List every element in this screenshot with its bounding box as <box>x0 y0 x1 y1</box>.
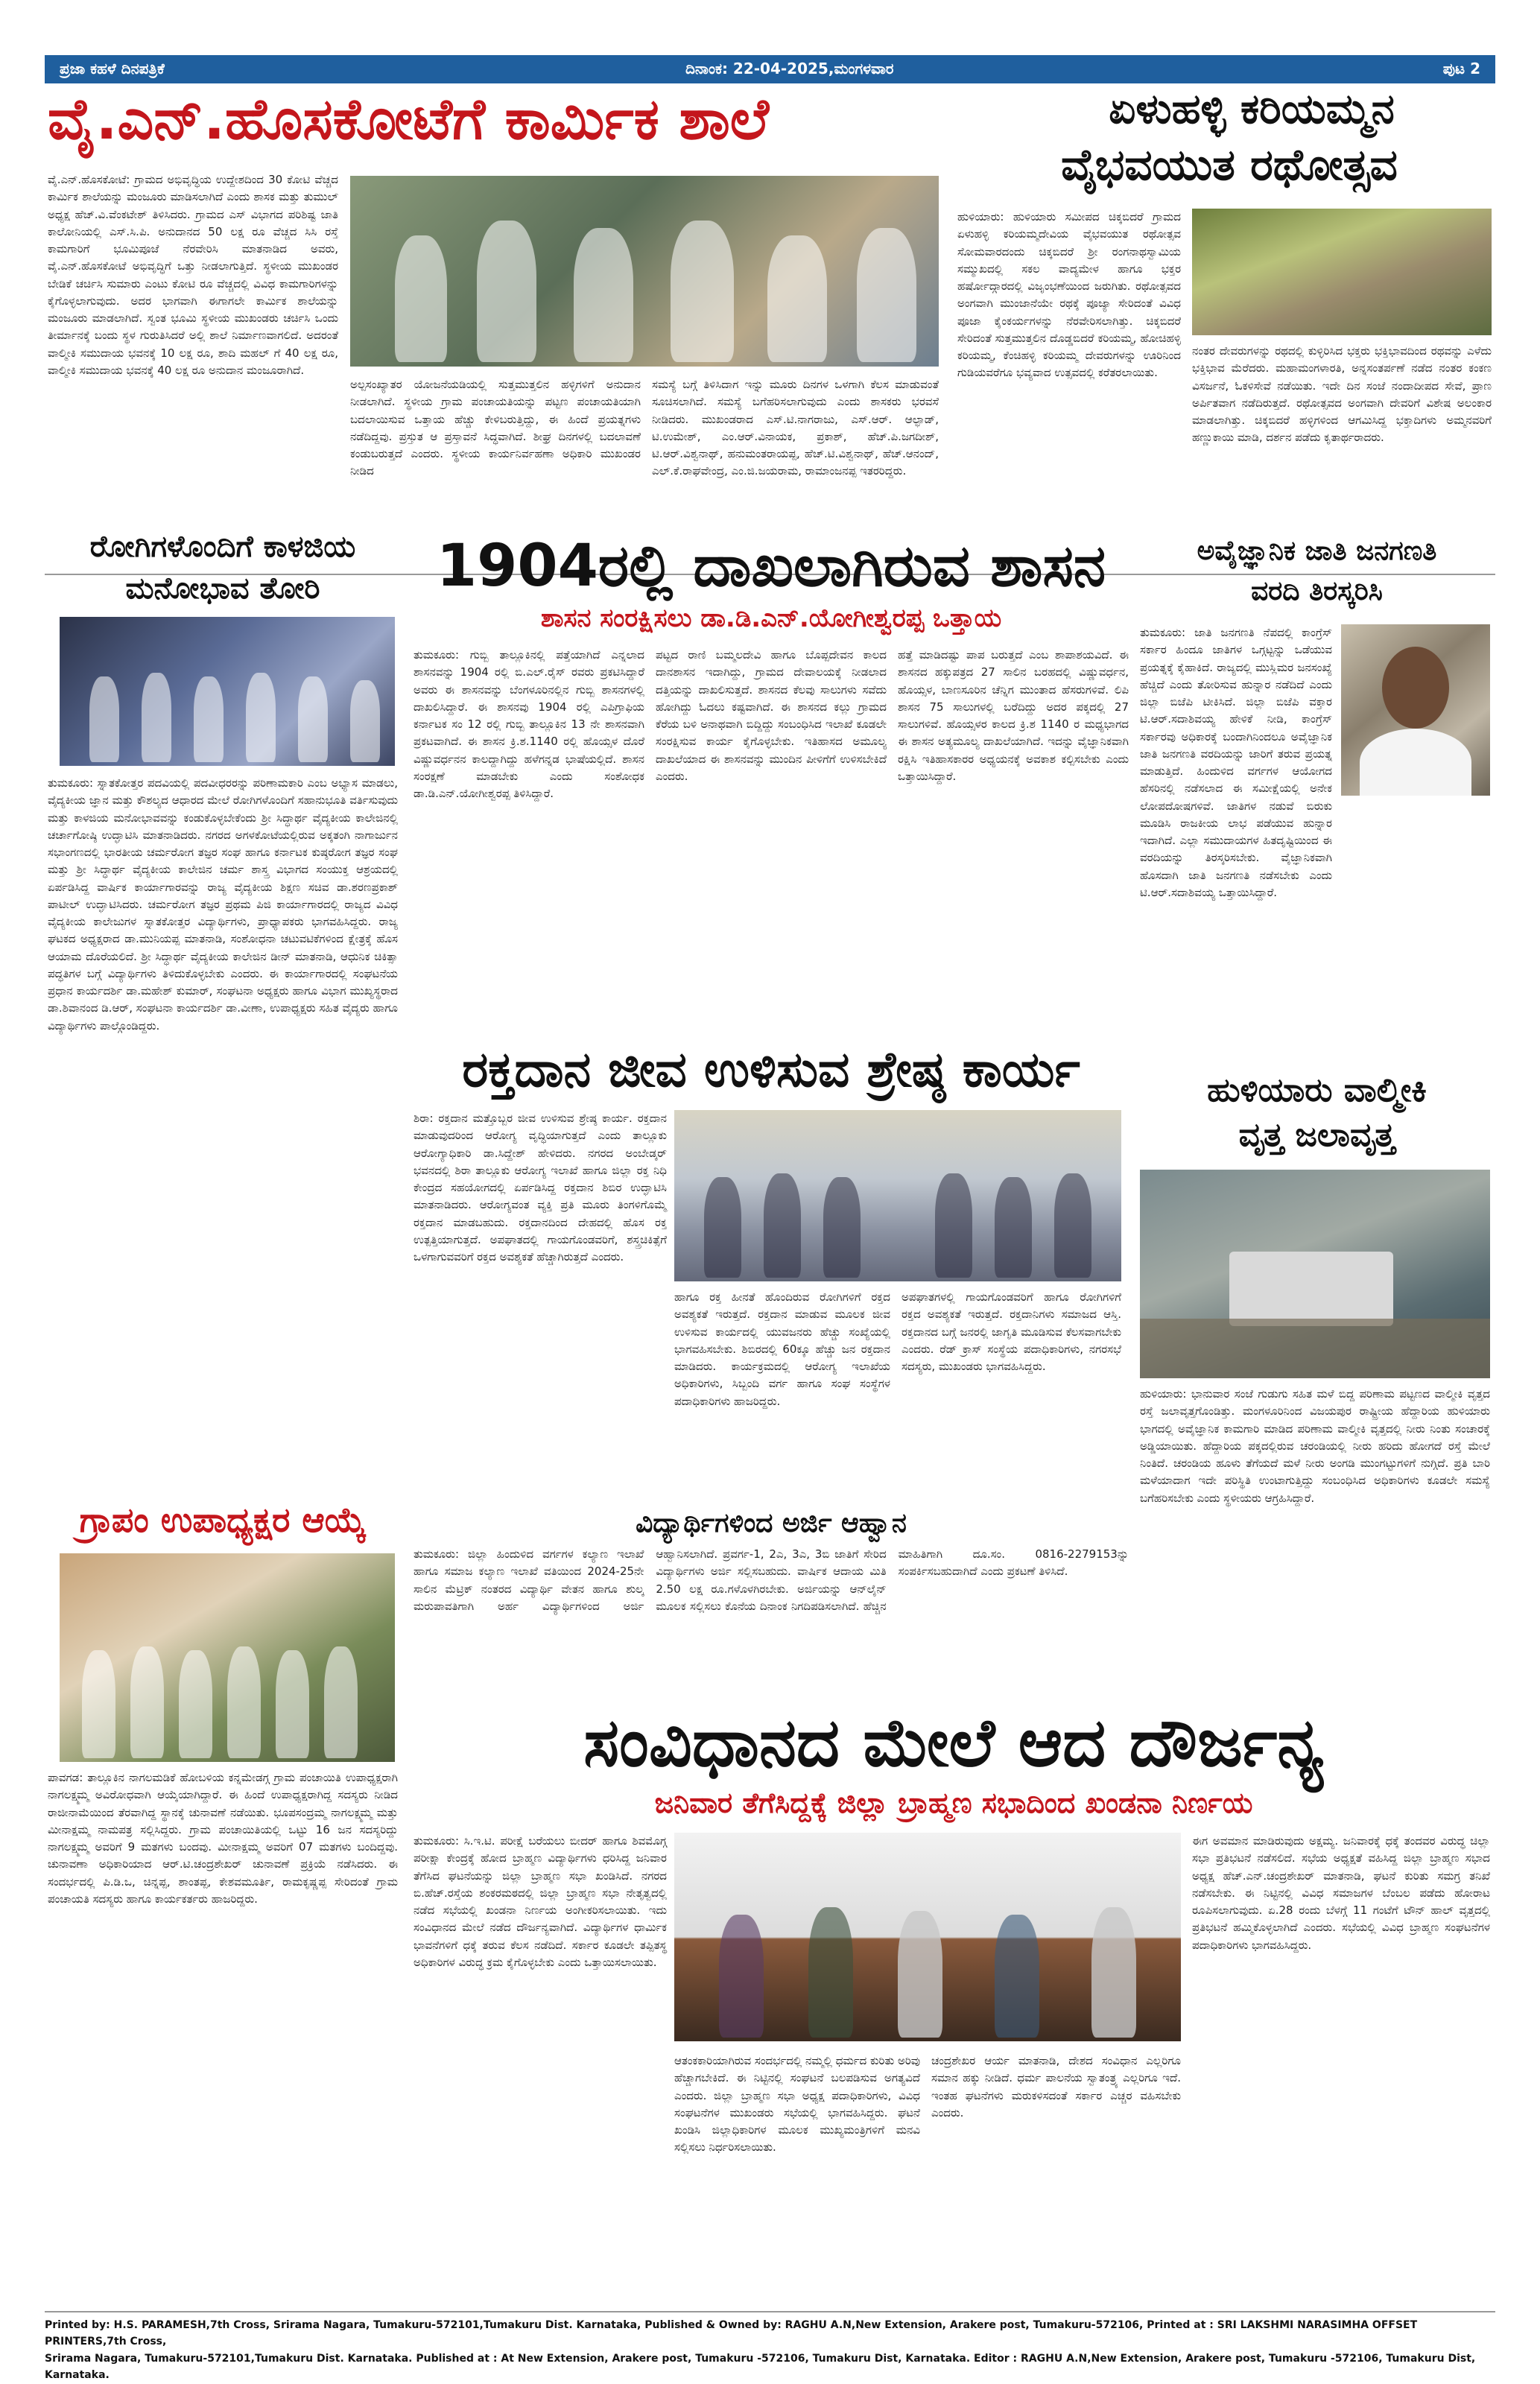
karimamma-headline-line1: ಏಳುಹಳ್ಳಿ ಕರಿಯಮ್ಮನ <box>1109 85 1395 133</box>
arji-headline: ವಿದ್ಯಾರ್ಥಿಗಳಿಂದ ಅರ್ಜಿ ಆಹ್ವಾನ <box>636 1508 907 1538</box>
shasana-headline: 1904ರಲ್ಲಿ ದಾಖಲಾಗಿರುವ ಶಾಸನ <box>436 533 1106 600</box>
shasana-subhead: ಶಾಸನ ಸಂರಕ್ಷಿಸಲು ಡಾ.ಡಿ.ಎನ್.ಯೋಗೀಶ್ವರಪ್ಪ ಒತ್ತಾಯ <box>540 603 1002 633</box>
rakthadana-body-col2: ಹಾಗೂ ರಕ್ತ ಹೀನತೆ ಹೊಂದಿರುವ ರೋಗಿಗಳಿಗೆ ರಕ್ತದ ಅವಶ್ಯಕತೆ ಇರುತ್ತದೆ. ರಕ್ತದಾನ ಮಾಡುವ ಮೂಲಕ ಜೀವ ಉಳಿಸುವ ಕಾರ್ಯದಲ್ಲಿ ಯುವಜನರು ಹೆಚ್ಚು ಸಂಖ್ಯೆಯಲ್ಲಿ ಭಾಗವಹಿಸಬೇಕು. ಶಿಬಿರದಲ್ಲಿ 60ಕ್ಕೂ ಹೆಚ್ಚು ಜನ ರಕ್ತದಾನ ಮಾಡಿದರು. ಕಾರ್ಯಕ್ರಮದಲ್ಲಿ ಆರೋಗ್ಯ ಇಲಾಖೆಯ ಅಧಿಕಾರಿಗಳು, ಸಿಬ್ಬಂದಿ ವರ್ಗ ಹಾಗೂ ಸಂಘ ಸಂಸ್ಥೆಗಳ ಪದಾಧಿಕಾರಿಗಳು ಹಾಜರಿದ್ದರು. <box>674 1290 890 1408</box>
rakthadana-body-col3: ಅಪಘಾತಗಳಲ್ಲಿ ಗಾಯಗೊಂಡವರಿಗೆ ಹಾಗೂ ರೋಗಿಗಳಿಗೆ ರಕ್ತದ ಅವಶ್ಯಕತೆ ಇರುತ್ತದೆ. ರಕ್ತದಾನಿಗಳು ಸಮಾಜದ ಆಸ್ತಿ. ರಕ್ತದಾನದ ಬಗ್ಗೆ ಜನರಲ್ಲಿ ಜಾಗೃತಿ ಮೂಡಿಸುವ ಕೆಲಸವಾಗಬೇಕು ಎಂದರು. ರೆಡ್ ಕ್ರಾಸ್ ಸಂಸ್ಥೆಯ ಪದಾಧಿಕಾರಿಗಳು, ನಗರಸಭೆ ಸದಸ್ಯರು, ಮುಖಂಡರು ಭಾಗವಹಿಸಿದ್ದರು. <box>901 1290 1121 1373</box>
rogigalu-body: ತುಮಕೂರು: ಸ್ನಾತಕೋತ್ತರ ಪದವಿಯಲ್ಲಿ ಪದವೀಧರರನ್ನು ಪರಿಣಾಮಕಾರಿ ಎಂಬ ಅಭ್ಯಾಸ ಮಾಡಲು, ವೈದ್ಯಕೀಯ ಜ್ಞಾನ ಮತ್ತು ಕೌಶಲ್ಯದ ಆಧಾರದ ಮೇಲೆ ರೋಗಿಗಳೊಂದಿಗೆ ಸಹಾನುಭೂತಿ ವರ್ತಿಸುವುದು ಮತ್ತು ಕಾಳಜಿಯ ಮನೋಭಾವವನ್ನು ಕಂಡುಕೊಳ್ಳಬೇಕೆಂದು ಶ್ರೀ ಸಿದ್ಧಾರ್ಥ ವೈದ್ಯಕೀಯ ಕಾಲೇಜಿನಲ್ಲಿ ಚರ್ಚಾಗೋಷ್ಠಿ ಉದ್ಘಾಟಿಸಿ ಮಾತನಾಡಿದರು. ನಗರದ ಅಗಳಕೋಟೆಯಲ್ಲಿರುವ ಅಕ್ಕತಂಗಿ ನಾಗಾರ್ಜುನ ಸಭಾಂಗಣದಲ್ಲಿ ಭಾರತೀಯ ಚರ್ಮರೋಗ ತಜ್ಞರ ಸಂಘ ಹಾಗೂ ಕರ್ನಾಟಕ ಕುಷ್ಠರೋಗ ತಜ್ಞರ ಸಂಘ ಮತ್ತು ಶ್ರೀ ಸಿದ್ಧಾರ್ಥ ವೈದ್ಯಕೀಯ ಕಾಲೇಜಿನ ಚರ್ಮ ಶಾಸ್ತ್ರ ವಿಭಾಗದ ಸಂಯುಕ್ತ ಆಶ್ರಯದಲ್ಲಿ ಏರ್ಪಡಿಸಿದ್ದ ವಾರ್ಷಿಕ ಕಾರ್ಯಾಗಾರವನ್ನು ರಾಜ್ಯ ವೈದ್ಯಕೀಯ ಶಿಕ್ಷಣ ಸಚಿವ ಡಾ.ಶರಣಪ್ರಕಾಶ್ ಪಾಟೀಲ್ ಉದ್ಘಾಟಿಸಿದರು. ಚರ್ಮರೋಗ ತಜ್ಞರ ಪ್ರಥಮ ಪಿಜಿ ಕಾರ್ಯಾಗಾರದಲ್ಲಿ ರಾಜ್ಯದ ವಿವಿಧ ವೈದ್ಯಕೀಯ ಕಾಲೇಜುಗಳ ಸ್ನಾತಕೋತ್ತರ ವಿದ್ಯಾರ್ಥಿಗಳು, ಪ್ರಾಧ್ಯಾಪಕರು ಭಾಗವಹಿಸಿದ್ದರು. ರಾಜ್ಯ ಘಟಕದ ಅಧ್ಯಕ್ಷರಾದ ಡಾ.ಮುನಿಯಪ್ಪ ಮಾತನಾಡಿ, ಸಂಶೋಧನಾ ಚಟುವಟಿಕೆಗಳಿಂದ ಕ್ಷೇತ್ರಕ್ಕೆ ಹೊಸ ಆಯಾಮ ದೊರೆಯಲಿದೆ. ಶ್ರೀ ಸಿದ್ಧಾರ್ಥ ವೈದ್ಯಕೀಯ ಕಾಲೇಜಿನ ಡೀನ್ ಮಾತನಾಡಿ, ಆಧುನಿಕ ಚಿಕಿತ್ಸಾ ಪದ್ಧತಿಗಳ ಬಗ್ಗೆ ವಿದ್ಯಾರ್ಥಿಗಳು ತಿಳಿದುಕೊಳ್ಳಬೇಕು ಎಂದರು. ಈ ಕಾರ್ಯಾಗಾರದಲ್ಲಿ ಸಂಘಟನೆಯ ಪ್ರಧಾನ ಕಾರ್ಯದರ್ಶಿ ಡಾ.ಮಹೇಶ್ ಕುಮಾರ್, ಸಂಘಟನಾ ಅಧ್ಯಕ್ಷರು ಹಾಗೂ ವಿಭಾಗ ಮುಖ್ಯಸ್ಥರಾದ ಡಾ.ಶಿವಾನಂದ ಡಿ.ಆರ್, ಸಂಘಟನಾ ಕಾರ್ಯದರ್ಶಿ ಡಾ.ವೀಣಾ, ಉಪಾಧ್ಯಕ್ಷರು ಸಹಿತ ವೈದ್ಯರು ಹಾಗೂ ವಿದ್ಯಾರ್ಥಿಗಳು ಪಾಲ್ಗೊಂಡಿದ್ದರು. <box>48 776 398 1033</box>
arji-body: ತುಮಕೂರು: ಜಿಲ್ಲಾ ಹಿಂದುಳಿದ ವರ್ಗಗಳ ಕಲ್ಯಾಣ ಇಲಾಖೆ ಹಾಗೂ ಸಮಾಜ ಕಲ್ಯಾಣ ಇಲಾಖೆ ವತಿಯಿಂದ 2024-25ನೇ ಸಾಲಿನ ಮೆಟ್ರಿಕ್ ನಂತರದ ವಿದ್ಯಾರ್ಥಿ ವೇತನ ಹಾಗೂ ಶುಲ್ಕ ಮರುಪಾವತಿಗಾಗಿ ಅರ್ಹ ವಿದ್ಯಾರ್ಥಿಗಳಿಂದ ಅರ್ಜಿ ಆಹ್ವಾನಿಸಲಾಗಿದೆ. ಪ್ರವರ್ಗ-1, 2ಎ, 3ಎ, 3ಬಿ ಜಾತಿಗೆ ಸೇರಿದ ವಿದ್ಯಾರ್ಥಿಗಳು ಅರ್ಜಿ ಸಲ್ಲಿಸಬಹುದು. ವಾರ್ಷಿಕ ಆದಾಯ ಮಿತಿ 2.50 ಲಕ್ಷ ರೂ.ಗಳೊಳಗಿರಬೇಕು. ಅರ್ಜಿಯನ್ನು ಆನ್‌ಲೈನ್ ಮೂಲಕ ಸಲ್ಲಿಸಲು ಕೊನೆಯ ದಿನಾಂಕ ನಿಗದಿಪಡಿಸಲಾಗಿದೆ. ಹೆಚ್ಚಿನ ಮಾಹಿತಿಗಾಗಿ ದೂ.ಸಂ. 0816-2279153ನ್ನು ಸಂಪರ್ಕಿಸಬಹುದಾಗಿದೆ ಎಂದು ಪ್ರಕಟಣೆ ತಿಳಿಸಿದೆ. <box>413 1547 1129 1613</box>
rakthadana-body-col1: ಶಿರಾ: ರಕ್ತದಾನ ಮತ್ತೊಬ್ಬರ ಜೀವ ಉಳಿಸುವ ಶ್ರೇಷ್ಠ ಕಾರ್ಯ. ರಕ್ತದಾನ ಮಾಡುವುದರಿಂದ ಆರೋಗ್ಯ ವೃದ್ಧಿಯಾಗುತ್ತದೆ ಎಂದು ತಾಲ್ಲೂಕು ಆರೋಗ್ಯಾಧಿಕಾರಿ ಡಾ.ಸಿದ್ದೇಶ್ ಹೇಳಿದರು. ನಗರದ ಅಂಬೇಡ್ಕರ್ ಭವನದಲ್ಲಿ ಶಿರಾ ತಾಲ್ಲೂಕು ಆರೋಗ್ಯ ಇಲಾಖೆ ಹಾಗೂ ಜಿಲ್ಲಾ ರಕ್ತ ನಿಧಿ ಕೇಂದ್ರದ ಸಹಯೋಗದಲ್ಲಿ ಏರ್ಪಡಿಸಿದ್ದ ರಕ್ತದಾನ ಶಿಬಿರ ಉದ್ಘಾಟಿಸಿ ಮಾತನಾಡಿದರು. ಆರೋಗ್ಯವಂತ ವ್ಯಕ್ತಿ ಪ್ರತಿ ಮೂರು ತಿಂಗಳಿಗೊಮ್ಮೆ ರಕ್ತದಾನ ಮಾಡಬಹುದು. ರಕ್ತದಾನದಿಂದ ದೇಹದಲ್ಲಿ ಹೊಸ ರಕ್ತ ಉತ್ಪತ್ತಿಯಾಗುತ್ತದೆ. ಅಪಘಾತದಲ್ಲಿ ಗಾಯಗೊಂಡವರಿಗೆ, ಶಸ್ತ್ರಚಿಕಿತ್ಸೆಗೆ ಒಳಗಾಗುವವರಿಗೆ ರಕ್ತದ ಅವಶ್ಯಕತೆ ಹೆಚ್ಚಾಗಿರುತ್ತದೆ ಎಂದರು. <box>413 1112 667 1264</box>
page-number: ಪುಟ 2 <box>1442 60 1480 77</box>
rakthadana-photo <box>674 1110 1121 1281</box>
grapam-photo <box>60 1553 395 1762</box>
huliyar-body: ಹುಳಿಯಾರು: ಭಾನುವಾರ ಸಂಜೆ ಗುಡುಗು ಸಹಿತ ಮಳೆ ಬಿದ್ದ ಪರಿಣಾಮ ಪಟ್ಟಣದ ವಾಲ್ಮೀಕಿ ವೃತ್ತದ ರಸ್ತೆ ಜಲಾವೃತ್ತಗೊಂಡಿತ್ತು. ಮಂಗಳೂರಿನಿಂದ ವಿಜಯಪುರ ರಾಷ್ಟ್ರೀಯ ಹೆದ್ದಾರಿಯ ಹುಳಿಯಾರು ಭಾಗದಲ್ಲಿ ಅವೈಜ್ಞಾನಿಕ ಕಾಮಗಾರಿ ಮಾಡಿದ ಪರಿಣಾಮ ವಾಲ್ಮೀಕಿ ವೃತ್ತದಲ್ಲಿ ನೀರು ನಿಂತು ಸಂಚಾರಕ್ಕೆ ಅಡ್ಡಿಯಾಯಿತು. ಹೆದ್ದಾರಿಯ ಪಕ್ಕದಲ್ಲಿರುವ ಚರಂಡಿಯಲ್ಲಿ ನೀರು ಹರಿದು ಹೋಗದೆ ರಸ್ತೆ ಮೇಲೆ ನಿಂತಿದೆ. ಚರಂಡಿಯ ಹೂಳು ತೆಗೆಯದೆ ಮಳೆ ನೀರು ಅಂಗಡಿ ಮುಂಗಟ್ಟುಗಳಿಗೆ ನುಗ್ಗಿದೆ. ಪ್ರತಿ ಬಾರಿ ಮಳೆಯಾದಾಗ ಇದೇ ಪರಿಸ್ಥಿತಿ ಉಂಟಾಗುತ್ತಿದ್ದು ಸಂಬಂಧಿಸಿದ ಅಧಿಕಾರಿಗಳು ಕೂಡಲೇ ಸಮಸ್ಯೆ ಬಗೆಹರಿಸಬೇಕು ಎಂದು ಸ್ಥಳೀಯರು ಆಗ್ರಹಿಸಿದ್ದಾರೆ. <box>1140 1387 1490 1505</box>
jaati-headline-line2: ವರದಿ ತಿರಸ್ಕರಿಸಿ <box>1251 576 1383 606</box>
rogigalu-headline-line2: ಮನೋಭಾವ ತೋರಿ <box>125 571 320 606</box>
footer-divider <box>45 2311 1495 2312</box>
karimamma-body-col1: ಹುಳಿಯಾರು: ಹುಳಿಯಾರು ಸಮೀಪದ ಚಿಕ್ಕಬಿದರೆ ಗ್ರಾಮದ ಏಳುಹಳ್ಳಿ ಕರಿಯಮ್ಮದೇವಿಯ ವೈಭವಯುತ ರಥೋತ್ಸವ ಸೋಮವಾರದಂದು ಚಿಕ್ಕಬಿದರೆ ಶ್ರೀ ರಂಗನಾಥಸ್ವಾಮಿಯ ಸಮ್ಮುಖದಲ್ಲಿ ಸಕಲ ವಾದ್ಯಮೇಳ ಹಾಗೂ ಭಕ್ತರ ಹರ್ಷೋದ್ಗಾರದಲ್ಲಿ ವಿಜೃಂಭಣೆಯಿಂದ ಜರುಗಿತು. ರಥೋತ್ಸವದ ಅಂಗವಾಗಿ ಮುಂಜಾನೆಯೇ ರಥಕ್ಕೆ ಪೂಜ್ಯಾ ಸೇರಿದಂತೆ ವಿವಿಧ ಪೂಜಾ ಕೈಂಕರ್ಯಗಳನ್ನು ನೆರವೇರಿಸಲಾಗಿತ್ತು. ಚಿಕ್ಕಬಿದರೆ ಸೇರಿದಂತೆ ಸುತ್ತಮುತ್ತಲಿನ ದೊಡ್ಡಬಿದರೆ ಕರಿಯಮ್ಮ, ಹೋಚಿಹಳ್ಳಿ ಕರಿಯಮ್ಮ, ಕೆಂಚಿಹಳ್ಳಿ ಕರಿಯಮ್ಮ ದೇವರುಗಳನ್ನು ಊರಿನಿಂದ ಗುಡಿಯವರೆಗೂ ಭವ್ಯವಾದ ಉತ್ಸವದಲ್ಲಿ ಕರೆತರಲಾಯಿತು. <box>957 210 1181 380</box>
grapam-headline: ಗ್ರಾಪಂ ಉಪಾಧ್ಯಕ್ಷರ ಆಯ್ಕೆ <box>79 1500 367 1540</box>
samvidhana-photo <box>674 1833 1181 2041</box>
samvidhana-body-col4: ಈಗ ಅವಮಾನ ಮಾಡಿರುವುದು ಅಕ್ಷಮ್ಯ. ಜನಿವಾರಕ್ಕೆ ಧಕ್ಕೆ ತಂದವರ ವಿರುದ್ಧ ಚಿಲ್ಲಾ ಸಭಾ ಪ್ರತಿಭಟನೆ ನಡೆಸಲಿದೆ. ಸಭೆಯ ಅಧ್ಯಕ್ಷತೆ ವಹಿಸಿದ್ದ ಜಿಲ್ಲಾ ಬ್ರಾಹ್ಮಣ ಸಭಾದ ಅಧ್ಯಕ್ಷ ಹೆಚ್.ಎನ್.ಚಂದ್ರಶೇಖರ್ ಮಾತನಾಡಿ, ಘಟನೆ ಕುರಿತು ಸಮಗ್ರ ತನಿಖೆ ನಡೆಸಬೇಕು. ಈ ನಿಟ್ಟಿನಲ್ಲಿ ವಿವಿಧ ಸಮಾಜಗಳ ಬೆಂಬಲ ಪಡೆದು ಹೋರಾಟ ರೂಪಿಸಲಾಗುವುದು. ಏ.28 ರಂದು ಬೆಳಗ್ಗೆ 11 ಗಂಟೆಗೆ ಟೌನ್ ಹಾಲ್ ವೃತ್ತದಲ್ಲಿ ಪ್ರತಿಭಟನೆ ಹಮ್ಮಿಕೊಳ್ಳಲಾಗಿದೆ ಎಂದರು. ಸಭೆಯಲ್ಲಿ ವಿವಿಧ ಬ್ರಾಹ್ಮಣ ಸಂಘಟನೆಗಳ ಪದಾಧಿಕಾರಿಗಳು ಭಾಗವಹಿಸಿದ್ದರು. <box>1192 1834 1490 1952</box>
jaati-body-col-top: ತುಮಕೂರು: ಜಾತಿ ಜನಗಣತಿ ನೆಪದಲ್ಲಿ ಕಾಂಗ್ರೆಸ್ ಸರ್ಕಾರ ಹಿಂದೂ ಜಾತಿಗಳ ಒಗ್ಗಟ್ಟನ್ನು ಒಡೆಯುವ ಪ್ರಯತ್ನಕ್ಕೆ ಕೈಹಾಕಿದೆ. ರಾಜ್ಯದಲ್ಲಿ ಮುಸ್ಲಿಮರ ಜನಸಂಖ್ಯೆ ಹೆಚ್ಚಿದೆ ಎಂದು ತೋರಿಸುವ ಹುನ್ನಾರ ನಡೆದಿದೆ ಎಂದು ಜಿಲ್ಲಾ ಬಿಜೆಪಿ ಟೀಕಿಸಿದೆ. ಜಿಲ್ಲಾ ಬಿಜೆಪಿ ವಕ್ತಾರ ಟಿ.ಆರ್.ಸದಾಶಿವಯ್ಯ ಹೇಳಿಕೆ ನೀಡಿ, ಕಾಂಗ್ರೆಸ್ ಸರ್ಕಾರವು ಅಧಿಕಾರಕ್ಕೆ ಬಂದಾಗಿನಿಂದಲೂ ಅವೈಜ್ಞಾನಿಕ ಜಾತಿ ಜನಗಣತಿ ವರದಿಯನ್ನು ಜಾರಿಗೆ ತರುವ ಪ್ರಯತ್ನ ಮಾಡುತ್ತಿದೆ. ಹಿಂದುಳಿದ ವರ್ಗಗಳ ಆಯೋಗದ ಹೆಸರಿನಲ್ಲಿ ನಡೆಸಲಾದ ಈ ಸಮೀಕ್ಷೆಯಲ್ಲಿ ಅನೇಕ ಲೋಪದೋಷಗಳಿವೆ. ಜಾತಿಗಳ ನಡುವೆ ಬಿರುಕು ಮೂಡಿಸಿ ರಾಜಕೀಯ ಲಾಭ ಪಡೆಯುವ ಹುನ್ನಾರ ಇದಾಗಿದೆ. ಎಲ್ಲಾ ಸಮುದಾಯಗಳ ಹಿತದೃಷ್ಟಿಯಿಂದ ಈ ವರದಿಯನ್ನು ತಿರಸ್ಕರಿಸಬೇಕು. ವೈಜ್ಞಾನಿಕವಾಗಿ ಹೊಸದಾಗಿ ಜಾತಿ ಜನಗಣತಿ ನಡೆಸಬೇಕು ಎಂದು ಟಿ.ಆರ್.ಸದಾಶಿವಯ್ಯ ಒತ್ತಾಯಿಸಿದ್ದಾರೆ. <box>1140 626 1332 899</box>
hoskote-photo <box>350 176 939 367</box>
jaati-headline-line1: ಅವೈಜ್ಞಾನಿಕ ಜಾತಿ ಜನಗಣತಿ <box>1197 536 1437 566</box>
samvidhana-headline: ಸಂವಿಧಾನದ ಮೇಲೆ ಆದ ದೌರ್ಜನ್ಯ <box>583 1704 1324 1782</box>
samvidhana-body-col3: ಚಂದ್ರಶೇಖರ ಆರ್ಯ ಮಾತನಾಡಿ, ದೇಶದ ಸಂವಿಧಾನ ಎಲ್ಲರಿಗೂ ಸಮಾನ ಹಕ್ಕು ನೀಡಿದೆ. ಧರ್ಮ ಪಾಲನೆಯ ಸ್ವಾತಂತ್ರ್ಯ ಎಲ್ಲರಿಗೂ ಇದೆ. ಇಂತಹ ಘಟನೆಗಳು ಮರುಕಳಿಸದಂತೆ ಸರ್ಕಾರ ಎಚ್ಚರ ವಹಿಸಬೇಕು ಎಂದರು. <box>931 2054 1181 2120</box>
imprint-line-2: Srirama Nagara, Tumakuru-572101,Tumakuru Dist. Karnataka. Published at : At New Extension, Arakere post, Tumakuru -572106, Tumakuru Dist, Karnataka. Editor : RAGHU A.N,New Extension, Arakere post, Tumakuru -572106, Tumakuru Dist, Karnataka. <box>45 2352 1476 2382</box>
samvidhana-body-col1: ತುಮಕೂರು: ಸಿ.ಇ.ಟಿ. ಪರೀಕ್ಷೆ ಬರೆಯಲು ಬೀದರ್ ಹಾಗೂ ಶಿವಮೊಗ್ಗ ಪರೀಕ್ಷಾ ಕೇಂದ್ರಕ್ಕೆ ಹೋದ ಬ್ರಾಹ್ಮಣ ವಿದ್ಯಾರ್ಥಿಗಳು ಧರಿಸಿದ್ದ ಜನಿವಾರ ತೆಗೆಸಿದ ಘಟನೆಯನ್ನು ಜಿಲ್ಲಾ ಬ್ರಾಹ್ಮಣ ಸಭಾ ಖಂಡಿಸಿದೆ. ನಗರದ ಬಿ.ಹೆಚ್.ರಸ್ತೆಯ ಶಂಕರಮಠದಲ್ಲಿ ಜಿಲ್ಲಾ ಬ್ರಾಹ್ಮಣ ಸಭಾ ನೇತೃತ್ವದಲ್ಲಿ ನಡೆದ ಸಭೆಯಲ್ಲಿ ಖಂಡನಾ ನಿರ್ಣಯ ಅಂಗೀಕರಿಸಲಾಯಿತು. ಇದು ಸಂವಿಧಾನದ ಮೇಲೆ ನಡೆದ ದೌರ್ಜನ್ಯವಾಗಿದೆ. ವಿದ್ಯಾರ್ಥಿಗಳ ಧಾರ್ಮಿಕ ಭಾವನೆಗಳಿಗೆ ಧಕ್ಕೆ ತರುವ ಕೆಲಸ ನಡೆದಿದೆ. ಸರ್ಕಾರ ಕೂಡಲೇ ತಪ್ಪಿತಸ್ಥ ಅಧಿಕಾರಿಗಳ ವಿರುದ್ಧ ಕ್ರಮ ಕೈಗೊಳ್ಳಬೇಕು ಎಂದು ಒತ್ತಾಯಿಸಲಾಯಿತು. <box>413 1834 667 1969</box>
samvidhana-subhead: ಜನಿವಾರ ತೆಗೆಸಿದ್ದಕ್ಕೆ ಜಿಲ್ಲಾ ಬ್ರಾಹ್ಮಣ ಸಭಾದಿಂದ ಖಂಡನಾ ನಿರ್ಣಯ <box>654 1787 1253 1819</box>
huliyar-flood-photo <box>1140 1170 1490 1378</box>
top-bar <box>45 55 1495 83</box>
rogigalu-headline-line1: ರೋಗಿಗಳೊಂದಿಗೆ ಕಾಳಜಿಯ <box>89 530 356 564</box>
hoskote-body-col1: ವೈ.ಎನ್.ಹೊಸಕೋಟೆ: ಗ್ರಾಮದ ಅಭಿವೃದ್ಧಿಯ ಉದ್ದೇಶದಿಂದ 30 ಕೋಟಿ ವೆಚ್ಚದ ಕಾರ್ಮಿಕ ಶಾಲೆಯನ್ನು ಮಂಜೂರು ಮಾಡಿಸಲಾಗಿದೆ ಎಂದು ಶಾಸಕ ಮತ್ತು ತುಮುಲ್ ಅಧ್ಯಕ್ಷ ಹೆಚ್.ವಿ.ವೆಂಕಟೇಶ್ ತಿಳಿಸಿದರು. ಗ್ರಾಮದ ಎಸ್ ವಿಭಾಗದ ಪರಿಶಿಷ್ಟ ಜಾತಿ ಕಾಲೋನಿಯಲ್ಲಿ ಎಸ್.ಸಿ.ಪಿ. ಅನುದಾನದ 50 ಲಕ್ಷ ರೂ ವೆಚ್ಚದ ಸಿಸಿ ರಸ್ತೆ ಕಾಮಗಾರಿಗೆ ಭೂಮಿಪೂಜೆ ನೆರವೇರಿಸಿ ಮಾತನಾಡಿದ ಅವರು, ವೈ.ಎನ್.ಹೊಸಕೋಟೆ ಅಭಿವೃದ್ಧಿಗೆ ಒತ್ತು ನೀಡಲಾಗುತ್ತಿದೆ. ಸ್ಥಳೀಯ ಮುಖಂಡರ ಬೇಡಿಕೆ ಚರ್ಚಿಸಿ ಸುಮಾರು ಎಂಟು ಕೋಟಿ ರೂ ವೆಚ್ಚದಲ್ಲಿ ವಿವಿಧ ಕಾಮಗಾರಿಗಳನ್ನು ಕೈಗೊಳ್ಳಲಾಗುವುದು. ಅದರ ಭಾಗವಾಗಿ ಈಗಾಗಲೇ ಕಾರ್ಮಿಕ ಶಾಲೆಯನ್ನು ಮಂಜೂರು ಮಾಡಲಾಗಿದೆ. ಸ್ವಂತ ಭೂಮಿ ಸ್ಥಳೀಯ ಮುಖಂಡರು ಚರ್ಚಿಸಿ ಒಂದು ತೀರ್ಮಾನಕ್ಕೆ ಬಂದು ಸ್ಥಳ ಗುರುತಿಸಿದರೆ ಅಲ್ಲಿ ಶಾಲೆ ನಿರ್ಮಾಣವಾಗಲಿದೆ. ಅದರಂತೆ ವಾಲ್ಮೀಕಿ ಸಮುದಾಯ ಭವನಕ್ಕೆ 10 ಲಕ್ಷ ರೂ, ಶಾದಿ ಮಹಲ್ ಗೆ 40 ಲಕ್ಷ ರೂ, ವಾಲ್ಮೀಕಿ ಸಮುದಾಯ ಭವನಕ್ಕೆ 40 ಲಕ್ಷ ರೂ ಅನುದಾನ ಮಂಜೂರಾಗಿದೆ. <box>48 173 338 377</box>
issue-date: ದಿನಾಂಕ: 22-04-2025,ಮಂಗಳವಾರ <box>685 60 894 77</box>
karimamma-headline-line2: ವೈಭವಯುತ ರಥೋತ್ಸವ <box>1061 139 1398 190</box>
imprint-line-1: Printed by: H.S. PARAMESH,7th Cross, Srirama Nagara, Tumakuru-572101,Tumakuru Dist. Karnataka, Published & Owned by: RAGHU A.N,New Extension, Arakere post, Tumakuru-572106, Printed at : SRI LAKSHMI NARASIMHA OFFSET PRINTERS,7th Cross, <box>45 2319 1418 2348</box>
huliyar-headline-line1: ಹುಳಿಯಾರು ವಾಲ್ಮೀಕಿ <box>1207 1071 1427 1109</box>
shasana-body-col1: ತುಮಕೂರು: ಗುಬ್ಬಿ ತಾಲ್ಲೂಕಿನಲ್ಲಿ ಪತ್ತೆಯಾಗಿದೆ ಎನ್ನಲಾದ ಶಾಸನವನ್ನು 1904 ರಲ್ಲಿ ಬಿ.ಎಲ್.ರೈಸ್ ರವರು ಪ್ರಕಟಿಸಿದ್ದಾರೆ ಅವರು ಈ ಶಾಸನವನ್ನು ಬೆಂಗಳೂರಿನಲ್ಲಿನ ಗುಬ್ಬಿ ಶಾಸನಗಳಲ್ಲಿ ದಾಖಲಿಸಿದ್ದಾರೆ. ಈ ಶಾಸನವು 1904 ರಲ್ಲಿ ಎಪಿಗ್ರಾಫಿಯ ಕರ್ನಾಟಕ ಸಂ 12 ರಲ್ಲಿ ಗುಬ್ಬಿ ತಾಲ್ಲೂಕಿನ 13 ನೇ ಶಾಸನವಾಗಿ ಪ್ರಕಟವಾಗಿದೆ. ಈ ಶಾಸನ ಕ್ರಿ.ಶ.1140 ರಲ್ಲಿ ಹೊಯ್ಸಳ ದೊರೆ ವಿಷ್ಣುವರ್ಧನನ ಕಾಲದ್ದಾಗಿದ್ದು ಹಳೆಗನ್ನಡ ಭಾಷೆಯಲ್ಲಿದೆ. ಶಾಸನ ಸಂರಕ್ಷಣೆ ಮಾಡಬೇಕು ಎಂದು ಸಂಶೋಧಕ ಡಾ.ಡಿ.ಎನ್.ಯೋಗೀಶ್ವರಪ್ಪ ತಿಳಿಸಿದ್ದಾರೆ. <box>413 648 644 800</box>
grapam-body: ಪಾವಗಡ: ತಾಲ್ಲೂಕಿನ ನಾಗಲಮಡಿಕೆ ಹೋಬಳಿಯ ಕನ್ನಮೇಡಗ್ಗ ಗ್ರಾಮ ಪಂಚಾಯಿತಿ ಉಪಾಧ್ಯಕ್ಷರಾಗಿ ನಾಗಲಕ್ಷ್ಮಮ್ಮ ಅವಿರೋಧವಾಗಿ ಆಯ್ಕೆಯಾಗಿದ್ದಾರೆ. ಈ ಹಿಂದೆ ಉಪಾಧ್ಯಕ್ಷರಾಗಿದ್ದ ಸದಸ್ಯರು ನೀಡಿದ ರಾಜೀನಾಮೆಯಿಂದ ತೆರವಾಗಿದ್ದ ಸ್ಥಾನಕ್ಕೆ ಚುನಾವಣೆ ನಡೆಯಿತು. ಭೂಪಸಂದ್ರಮ್ಮ ನಾಗಲಕ್ಷ್ಮಮ್ಮ ಮತ್ತು ಮೀನಾಕ್ಷಮ್ಮ ನಾಮಪತ್ರ ಸಲ್ಲಿಸಿದ್ದರು. ಗ್ರಾಮ ಪಂಚಾಯಿತಿಯಲ್ಲಿ ಒಟ್ಟು 16 ಜನ ಸದಸ್ಯರಿದ್ದು ನಾಗಲಕ್ಷ್ಮಮ್ಮ ಅವರಿಗೆ 9 ಮತಗಳು ಬಂದವು. ಮೀನಾಕ್ಷಮ್ಮ ಅವರಿಗೆ 07 ಮತಗಳು ಬಂದಿದ್ದವು. ಚುನಾವಣಾ ಅಧಿಕಾರಿಯಾದ ಆರ್.ಟಿ.ಚಂದ್ರಶೇಖರ್ ಚುನಾವಣೆ ಪ್ರಕ್ರಿಯೆ ನಡೆಸಿದರು. ಈ ಸಂದರ್ಭದಲ್ಲಿ ಪಿ.ಡಿ.ಒ, ಚಿನ್ನಪ್ಪ, ಶಾಂತಪ್ಪ, ಕೇಶವಮೂರ್ತಿ, ರಾಮಕೃಷ್ಣಪ್ಪ ಸೇರಿದಂತೆ ಗ್ರಾಮ ಪಂಚಾಯತಿ ಸದಸ್ಯರು ಹಾಗೂ ಕಾರ್ಯಕರ್ತರು ಹಾಜರಿದ್ದರು. <box>48 1771 398 1906</box>
rogigalu-photo <box>60 617 395 766</box>
hoskote-body-col2: ಅಲ್ಪಸಂಖ್ಯಾತರ ಯೋಜನೆಯಡಿಯಲ್ಲಿ ಸುತ್ತಮುತ್ತಲಿನ ಹಳ್ಳಿಗಳಿಗೆ ಅನುದಾನ ನೀಡಲಾಗಿದೆ. ಸ್ಥಳೀಯ ಗ್ರಾಮ ಪಂಚಾಯತಿಯನ್ನು ಪಟ್ಟಣ ಪಂಚಾಯತಿಯಾಗಿ ಬದಲಾಯಿಸುವ ಒತ್ತಾಯ ಹೆಚ್ಚು ಕೇಳಿಬರುತ್ತಿದ್ದು, ಈ ಹಿಂದೆ ಪ್ರಯತ್ನಗಳು ನಡೆದಿದ್ದವು. ಪ್ರಸ್ತುತ ಆ ಪ್ರಸ್ತಾವನೆ ಸಿದ್ಧವಾಗಿದೆ. ಶೀಘ್ರ ದಿನಗಳಲ್ಲಿ ಬದಲಾವಣೆ ಕಂಡುಬರುತ್ತದೆ ಎಂದರು. ಸ್ಥಳೀಯ ಕಾರ್ಯನಿರ್ವಹಣಾ ಅಧಿಕಾರಿ ಮುಖಂಡರ ನೀಡಿದ <box>350 378 641 478</box>
jaati-portrait-photo <box>1341 624 1490 796</box>
masthead: ಪ್ರಜಾ ಕಹಳೆ ದಿನಪತ್ರಿಕೆ <box>60 60 165 77</box>
shasana-body-col2: ಪಟ್ಟದ ರಾಣಿ ಬಮ್ಮಲದೇವಿ ಹಾಗೂ ಬೊಪ್ಪದೇವನ ಕಾಲದ ದಾನಶಾಸನ ಇದಾಗಿದ್ದು, ಗ್ರಾಮದ ದೇವಾಲಯಕ್ಕೆ ನೀಡಲಾದ ದತ್ತಿಯನ್ನು ದಾಖಲಿಸುತ್ತದೆ. ಶಾಸನದ ಕೆಲವು ಸಾಲುಗಳು ಸವೆದು ಹೋಗಿದ್ದು ಓದಲು ಕಷ್ಟವಾಗಿದೆ. ಈ ಶಾಸನದ ಕಲ್ಲು ಗ್ರಾಮದ ಕೆರೆಯ ಬಳಿ ಅನಾಥವಾಗಿ ಬಿದ್ದಿದ್ದು ಸಂಬಂಧಿಸಿದ ಇಲಾಖೆ ಕೂಡಲೇ ಸಂರಕ್ಷಿಸುವ ಕಾರ್ಯ ಕೈಗೊಳ್ಳಬೇಕು. ಇತಿಹಾಸದ ಅಮೂಲ್ಯ ದಾಖಲೆಯಾದ ಈ ಶಾಸನವನ್ನು ಮುಂದಿನ ಪೀಳಿಗೆಗೆ ಉಳಿಸಬೇಕಿದೆ ಎಂದರು. <box>656 648 887 783</box>
karimamma-body-col2: ನಂತರ ದೇವರುಗಳನ್ನು ರಥದಲ್ಲಿ ಕುಳ್ಳಿರಿಸಿದ ಭಕ್ತರು ಭಕ್ತಿಭಾವದಿಂದ ರಥವನ್ನು ಎಳೆದು ಭಕ್ತಿಭಾವ ಮೆರೆದರು. ಮಹಾಮಂಗಳಾರತಿ, ಅನ್ನಸಂತರ್ಪಣೆ ನಡೆದ ನಂತರ ಕಂಕಣ ವಿಸರ್ಜನೆ, ಓಕಳಿಸೇವೆ ನಡೆಯಿತು. ಇದೇ ದಿನ ಸಂಜೆ ನಂದಾದೀಪದ ಸೇವೆ, ಪ್ರಾಣ ಅರ್ಪಿತವಾಗ ನಡೆದಿರುತ್ತದೆ. ರಥೋತ್ಸವದ ಅಂಗವಾಗಿ ದೇವರಿಗೆ ವಿಶೇಷ ಅಲಂಕಾರ ಮಾಡಲಾಗಿತ್ತು. ಚಿಕ್ಕಬಿದರೆ ಹಳ್ಳಿಗಳಿಂದ ಆಗಮಿಸಿದ್ದ ಭಕ್ತಾದಿಗಳು ಅಮ್ಮನವರಿಗೆ ಹಣ್ಣುಕಾಯಿ ಮಾಡಿ, ದರ್ಶನ ಪಡೆದು ಕೃತಾರ್ಥರಾದರು. <box>1192 344 1492 445</box>
karimamma-chariot-photo <box>1192 209 1492 335</box>
samvidhana-body-col2: ಆತಂಕಕಾರಿಯಾಗಿರುವ ಸಂದರ್ಭದಲ್ಲಿ ನಮ್ಮಲ್ಲಿ ಧರ್ಮದ ಕುರಿತು ಅರಿವು ಹೆಚ್ಚಾಗಬೇಕಿದೆ. ಈ ನಿಟ್ಟಿನಲ್ಲಿ ಸಂಘಟನೆ ಬಲಪಡಿಸುವ ಅಗತ್ಯವಿದೆ ಎಂದರು. ಜಿಲ್ಲಾ ಬ್ರಾಹ್ಮಣ ಸಭಾ ಅಧ್ಯಕ್ಷ ಪದಾಧಿಕಾರಿಗಳು, ವಿವಿಧ ಸಂಘಟನೆಗಳ ಮುಖಂಡರು ಸಭೆಯಲ್ಲಿ ಭಾಗವಹಿಸಿದ್ದರು. ಘಟನೆ ಖಂಡಿಸಿ ಜಿಲ್ಲಾಧಿಕಾರಿಗಳ ಮೂಲಕ ಮುಖ್ಯಮಂತ್ರಿಗಳಿಗೆ ಮನವಿ ಸಲ್ಲಿಸಲು ನಿರ್ಧರಿಸಲಾಯಿತು. <box>674 2054 920 2155</box>
hoskote-body-col3: ಸಮಸ್ಯೆ ಬಗ್ಗೆ ತಿಳಿಸಿದಾಗ ಇನ್ನು ಮೂರು ದಿನಗಳ ಒಳಗಾಗಿ ಕೆಲಸ ಮಾಡುವಂತೆ ಸೂಚಿಸಲಾಗಿದೆ. ಸಮಸ್ಯೆ ಬಗೆಹರಿಸಲಾಗುವುದು ಎಂದು ಶಾಸಕರು ಭರವಸೆ ನೀಡಿದರು. ಮುಖಂಡರಾದ ಎಸ್.ಟಿ.ನಾಗರಾಜು, ಎಸ್.ಆರ್. ಆಲ್ಫಾಡ್, ಟಿ.ಉಮೇಶ್, ಎಂ.ಆರ್.ವಿನಾಯಕ, ಪ್ರಕಾಶ್, ಹೆಚ್.ಪಿ.ಜಗದೀಶ್, ಟಿ.ಆರ್.ವಿಶ್ವನಾಥ್, ಹನುಮಂತರಾಯಪ್ಪ, ಹೆಚ್.ಟಿ.ವಿಶ್ವನಾಥ್, ಹೆಚ್.ಆನಂದ್, ಎಲ್.ಕೆ.ರಾಘವೇಂದ್ರ, ಎಂ.ಜಿ.ಜಯರಾಮ, ರಾಮಾಂಜನಪ್ಪ ಇತರರಿದ್ದರು. <box>652 378 939 478</box>
shasana-body-col3: ಹತ್ತೆ ಮಾಡಿದಷ್ಟು ಪಾಪ ಬರುತ್ತದೆ ಎಂಬ ಶಾಪಾಶಯವಿದೆ. ಈ ಶಾಸನದ ಹಕ್ಕುಪತ್ರದ 27 ಸಾಲಿನ ಬರಹದಲ್ಲಿ ವಿಷ್ಣುವರ್ಧನ, ಹೊಯ್ಸಳ, ಬಾಣಸೂರಿನ ಚೆನ್ನಿಗ ಮುಂತಾದ ಹೆಸರುಗಳಿವೆ. ಲಿಪಿ ಶಾಸನ 75 ಸಾಲುಗಳಲ್ಲಿ ಬರೆದಿದ್ದು ಅದರ ಪಕ್ಕದಲ್ಲಿ 27 ಸಾಲುಗಳಿವೆ. ಹೊಯ್ಸಳರ ಕಾಲದ ಕ್ರಿ.ಶ 1140 ರ ಮಧ್ಯಭಾಗದ ಈ ಶಾಸನ ಅತ್ಯಮೂಲ್ಯ ದಾಖಲೆಯಾಗಿದೆ. ಇದನ್ನು ವೈಜ್ಞಾನಿಕವಾಗಿ ರಕ್ಷಿಸಿ ಇತಿಹಾಸಕಾರರ ಅಧ್ಯಯನಕ್ಕೆ ಅವಕಾಶ ಕಲ್ಪಿಸಬೇಕು ಎಂದು ಒತ್ತಾಯಿಸಿದ್ದಾರೆ. <box>898 648 1129 783</box>
hoskote-headline: ವೈ.ಎನ್.ಹೊಸಕೋಟೆಗೆ ಕಾರ್ಮಿಕ ಶಾಲೆ <box>48 86 770 152</box>
rakthadana-headline: ರಕ್ತದಾನ ಜೀವ ಉಳಿಸುವ ಶ್ರೇಷ್ಠ ಕಾರ್ಯ <box>462 1041 1080 1098</box>
imprint-footer <box>45 2317 1495 2382</box>
huliyar-headline-line2: ವೃತ್ತ ಜಲಾವೃತ್ತ <box>1238 1116 1395 1154</box>
